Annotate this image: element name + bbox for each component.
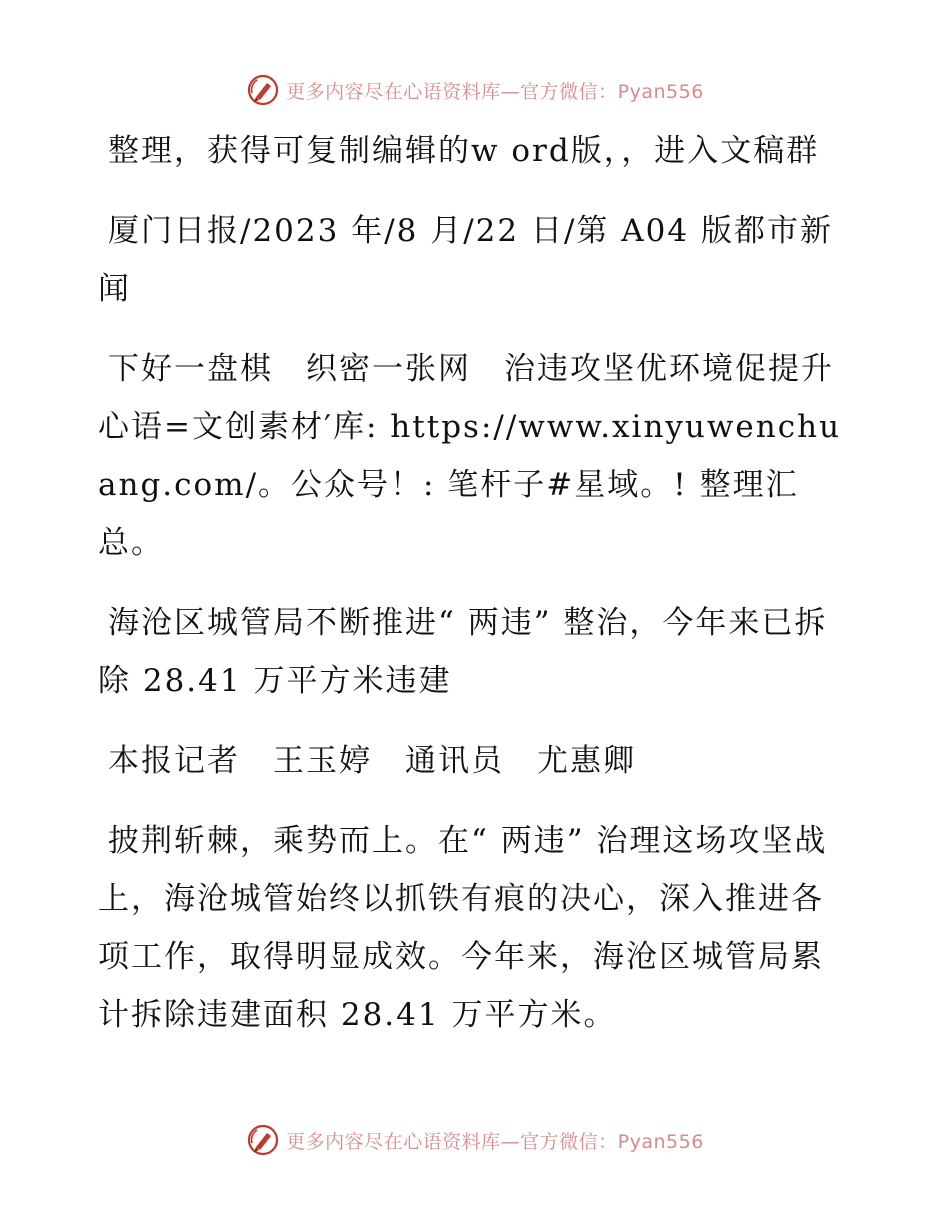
document-body [98,122,850,1066]
paragraph-body: 披荆斩棘，乘势而上。在“ 两违” 治理这场攻坚战上，海沧城管始终以抓铁有痕的决心，深入推进各项工作，取得明显成效。今年来，海沧区城管局累计拆除违建面积 28.41 万平方米。 [98,823,828,1033]
watermark-text: 更多内容尽在心语资料库—官方微信：Pyan556 [286,80,704,103]
paragraph-subheadline: 海沧区城管局不断推进“ 两违” 整治，今年来已拆除 28.41 万平方米违建 [98,605,828,699]
paragraph-headline: 下好一盘棋 织密一张网 治违攻坚优环境促提升心语=文创素材′库: https://www.xinyuwenchuang.com/。公众号！: 笔杆子#星域。! 整理汇总。 [98,351,842,561]
watermark-text: 更多内容尽在心语资料库—官方微信：Pyan556 [286,1130,704,1153]
watermark-header [0,70,950,110]
pen-nib-logo-icon [246,1123,280,1157]
paragraph-edit-note: 整理，获得可复制编辑的w ord版，，进入文稿群 [108,133,820,169]
paragraph-byline: 本报记者 王玉婷 通讯员 尤惠卿 [108,743,636,779]
pen-nib-logo-icon [246,73,280,107]
paragraph-source-line: 厦门日报/2023 年/8 月/22 日/第 A04 版都市新闻 [98,213,833,307]
watermark-footer [0,1120,950,1160]
